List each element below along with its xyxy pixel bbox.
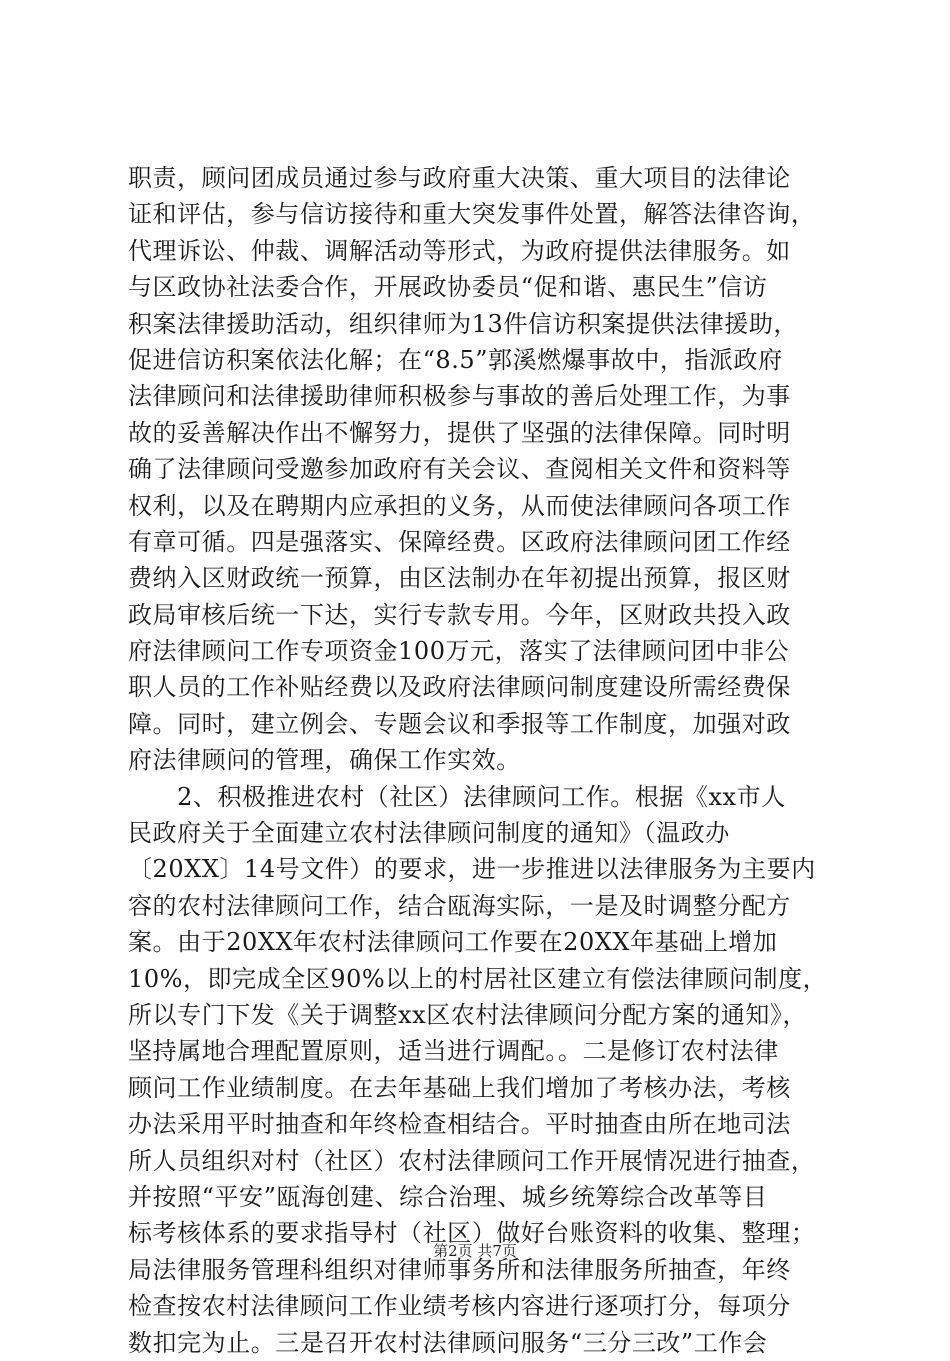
text-line: 职责，顾问团成员通过参与政府重大决策、重大项目的法律论 <box>128 164 791 192</box>
text-line: 标考核体系的要求指导村（社区）做好台账资料的收集、整理； <box>128 1219 816 1248</box>
text-line: 障。同时，建立例会、专题会议和季报等工作制度，加强对政 <box>128 709 791 738</box>
text-line: 局法律服务管理科组织对律师事务所和法律服务所抽查，年终 <box>128 1255 791 1284</box>
text-line: 积案法律援助活动，组织律师为13件信访积案提供法律援助， <box>128 309 798 338</box>
text-line: 法律顾问和法律援助律师积极参与事故的善后处理工作，为事 <box>128 382 791 411</box>
document-body <box>128 160 838 1361</box>
text-line: 民政府关于全面建立农村法律顾问制度的通知》（温政办 <box>128 819 730 848</box>
text-line: 有章可循。四是强落实、保障经费。区政府法律顾问团工作经 <box>128 527 791 556</box>
text-line: 数扣完为止。三是召开农村法律顾问服务“三分三改”工作会 <box>128 1328 768 1357</box>
text-line: 坚持属地合理配置原则，适当进行调配。。二是修订农村法律 <box>128 1037 779 1066</box>
text-line: 并按照“平安”瓯海创建、综合治理、城乡统筹综合改革等目 <box>128 1182 768 1211</box>
text-line: 顾问工作业绩制度。在去年基础上我们增加了考核办法，考核 <box>128 1073 791 1102</box>
text-line: 职人员的工作补贴经费以及政府法律顾问制度建设所需经费保 <box>128 673 791 702</box>
text-line: 确了法律顾问受邀参加政府有关会议、查阅相关文件和资料等 <box>128 455 791 484</box>
text-line: 代理诉讼、仲裁、调解活动等形式，为政府提供法律服务。如 <box>128 236 791 265</box>
text-line: 故的妥善解决作出不懈努力，提供了坚强的法律保障。同时明 <box>128 418 791 447</box>
text-line: 费纳入区财政统一预算，由区法制办在年初提出预算，报区财 <box>128 564 791 593</box>
text-line: 所以专门下发《关于调整xx区农村法律顾问分配方案的通知》， <box>128 1000 808 1029</box>
text-line: 府法律顾问的管理，确保工作实效。 <box>128 746 521 775</box>
text-line: 权利，以及在聘期内应承担的义务，从而使法律顾问各项工作 <box>128 491 791 520</box>
text-line: 促进信访积案依法化解；在“8.5”郭溪燃爆事故中，指派政府 <box>128 345 783 374</box>
text-line: 与区政协社法委合作，开展政协委员“促和谐、惠民生”信访 <box>128 273 768 302</box>
text-line: 府法律顾问工作专项资金100万元，落实了法律顾问团中非公 <box>128 637 790 666</box>
text-line: 〔20XX〕14号文件）的要求，进一步推进以法律服务为主要内 <box>128 855 816 884</box>
text-line: 案。由于20XX年农村法律顾问工作要在20XX年基础上增加 <box>128 928 778 957</box>
text-line: 政局审核后统一下达，实行专款专用。今年，区财政共投入政 <box>128 600 791 629</box>
text-line: 证和评估，参与信访接待和重大突发事件处置，解答法律咨询， <box>128 200 816 229</box>
text-line: 所人员组织对村（社区）农村法律顾问工作开展情况进行抽查， <box>128 1146 816 1175</box>
text-line: 10%，即完成全区90%以上的村居社区建立有偿法律顾问制度， <box>128 964 828 993</box>
text-line: 容的农村法律顾问工作，结合瓯海实际，一是及时调整分配方 <box>128 891 791 920</box>
text-line: 办法采用平时抽查和年终检查相结合。平时抽查由所在地司法 <box>128 1110 791 1139</box>
text-line: 2、积极推进农村（社区）法律顾问工作。根据《xx市人 <box>128 782 786 811</box>
text-line: 检查按农村法律顾问工作业绩考核内容进行逐项打分，每项分 <box>128 1292 791 1321</box>
page-number-footer: 第2页 共7页 <box>433 1242 517 1260</box>
